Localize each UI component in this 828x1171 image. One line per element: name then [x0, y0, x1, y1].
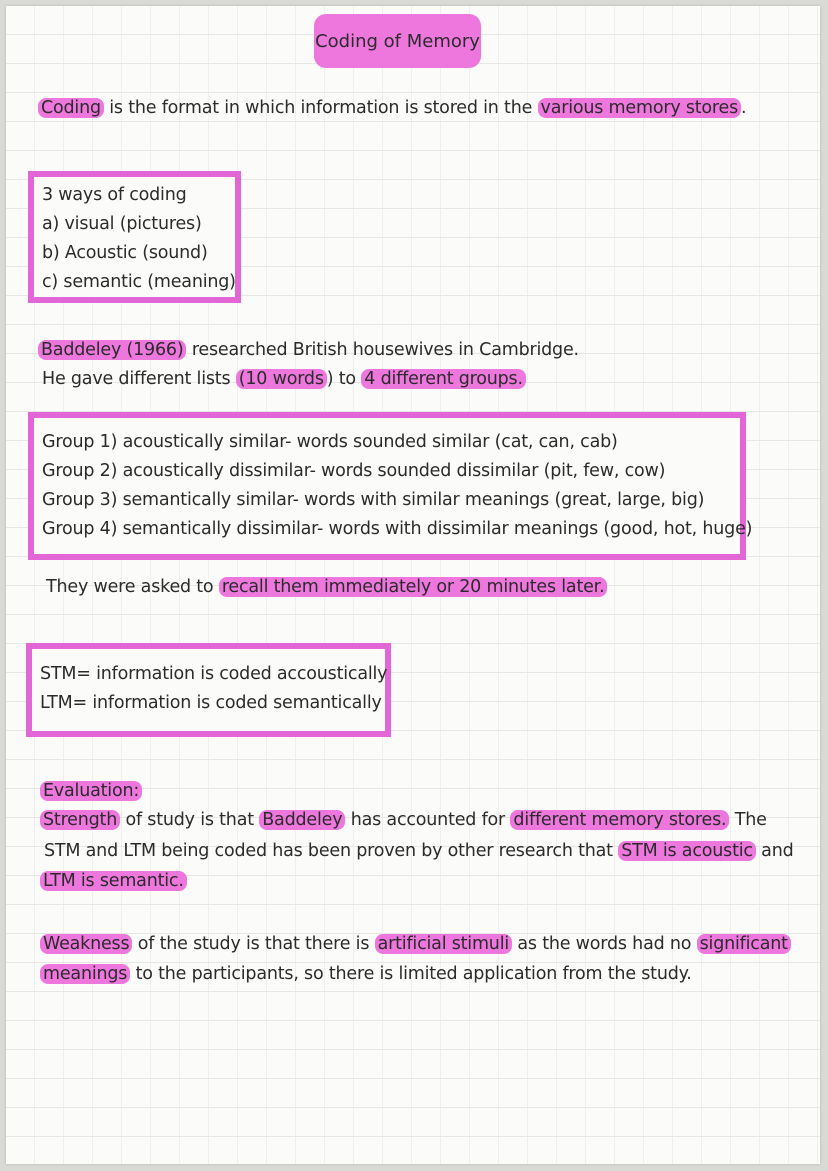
ways-heading: 3 ways of coding [42, 185, 187, 205]
strength-line-3 [40, 867, 187, 896]
group-3: Group 3) semantically similar- words with similar meanings (great, large, big) [42, 490, 705, 510]
group-4: Group 4) semantically dissimilar- words with dissimilar meanings (good, hot, huge) [42, 519, 753, 539]
notebook-page [6, 6, 820, 1164]
highlight-artificial-stimuli: artificial stimuli [375, 934, 512, 954]
recall-line: They were asked to recall them immediately or 20 minutes later. [46, 573, 607, 602]
highlight-evaluation: Evaluation: [40, 781, 142, 801]
weakness-line-2: meanings to the participants, so there is limited application from the study. [40, 960, 692, 989]
stm-ltm-box [26, 643, 391, 737]
page-title-text: Coding of Memory [315, 30, 480, 52]
highlight-stm-acoustic: STM is acoustic [618, 841, 756, 861]
highlight-baddeley-1966: Baddeley (1966) [38, 340, 186, 360]
highlight-10-words: (10 words [236, 369, 327, 389]
highlight-coding: Coding [38, 98, 104, 118]
groups-box [28, 412, 753, 560]
highlight-meanings: meanings [40, 964, 130, 984]
weakness-line-1: Weakness of the study is that there is artificial stimuli as the words had no significant [40, 930, 791, 959]
strength-line-1: Strength of study is that Baddeley has accounted for different memory stores. The [40, 806, 767, 835]
strength-line-2: STM and LTM being coded has been proven by other research that STM is acoustic and [44, 841, 794, 861]
highlight-memory-stores: various memory stores [538, 98, 741, 118]
group-1: Group 1) acoustically similar- words sounded similar (cat, can, cab) [42, 432, 618, 452]
baddeley-line-2: He gave different lists (10 words ) to 4 different groups. [42, 365, 526, 394]
highlight-significant: significant [697, 934, 791, 954]
group-2: Group 2) acoustically dissimilar- words sounded dissimilar (pit, few, cow) [42, 461, 666, 481]
highlight-4-groups: 4 different groups. [361, 369, 526, 389]
baddeley-line-1: Baddeley (1966) researched British housewives in Cambridge. [38, 336, 579, 365]
way-acoustic: b) Acoustic (sound) [42, 243, 208, 263]
stm-row: STM= information is coded accoustically [40, 664, 388, 684]
ways-of-coding-box [28, 171, 241, 303]
way-visual: a) visual (pictures) [42, 214, 202, 234]
highlight-recall: recall them immediately or 20 minutes later. [219, 577, 608, 597]
ltm-row: LTM= information is coded semantically [40, 693, 382, 713]
highlight-baddeley: Baddeley [259, 810, 345, 830]
way-semantic: c) semantic (meaning) [42, 272, 236, 292]
highlight-weakness: Weakness [40, 934, 132, 954]
intro-paragraph: Coding is the format in which information is stored in the various memory stores . [38, 94, 746, 123]
highlight-ltm-semantic: LTM is semantic. [40, 871, 187, 891]
highlight-different-memory-stores: different memory stores. [510, 810, 729, 830]
highlight-strength: Strength [40, 810, 120, 830]
evaluation-heading [40, 777, 142, 806]
page-title [314, 14, 481, 68]
